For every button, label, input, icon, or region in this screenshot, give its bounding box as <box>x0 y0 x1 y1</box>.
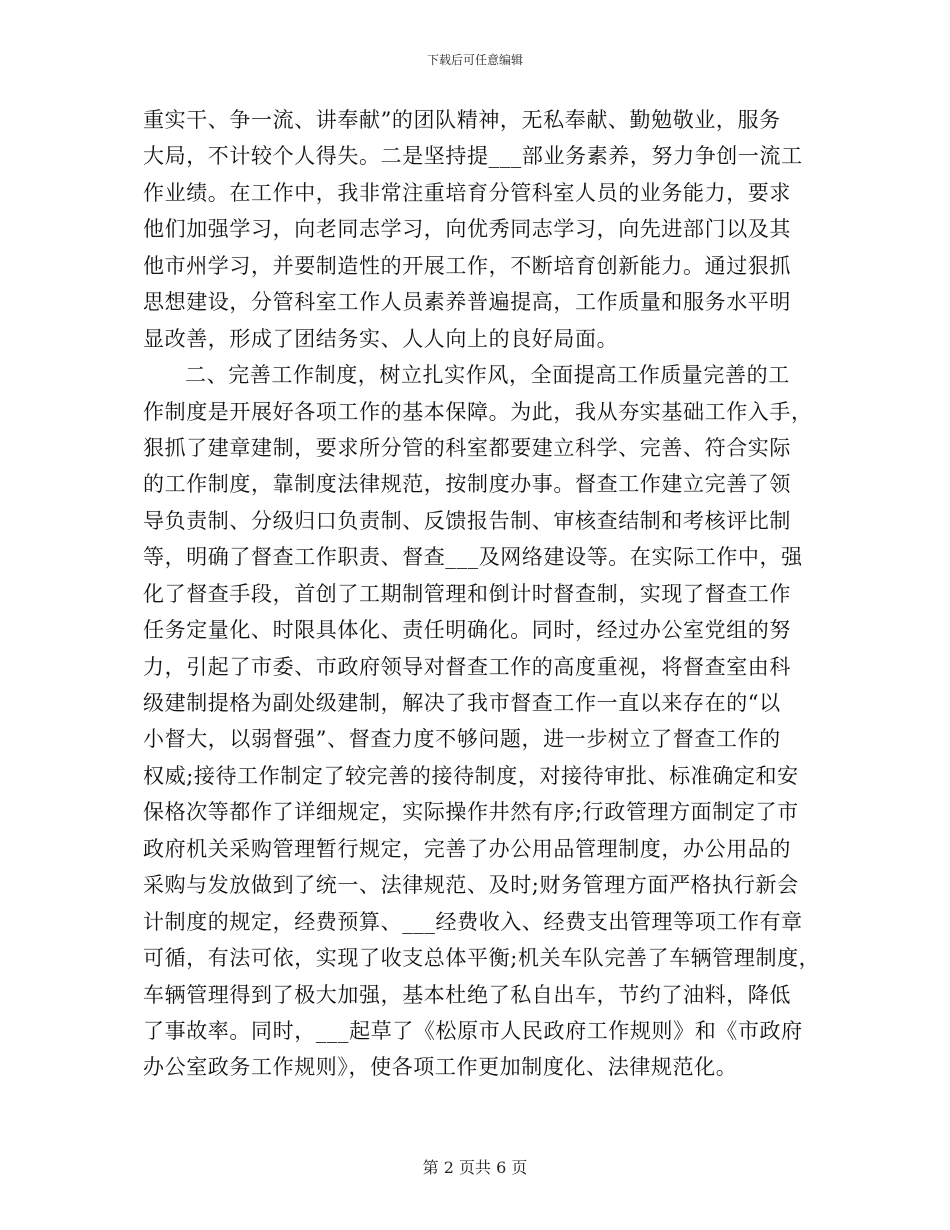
body-line: 保格次等都作了详细规定，实际操作井然有序;行政管理方面制定了市 <box>143 800 799 825</box>
body-line: 可循，有法可依，实现了收支总体平衡;机关车队完善了车辆管理制度， <box>143 946 821 971</box>
body-line: 大局，不计较个人得失。二是坚持提___部业务素养，努力争创一流工 <box>143 144 803 169</box>
body-line: 他们加强学习，向老同志学习，向优秀同志学习，向先进部门以及其 <box>143 217 791 242</box>
body-line: 思想建设，分管科室工作人员素养普遍提高，工作质量和服务水平明 <box>143 290 791 315</box>
body-line: 了事故率。同时，___起草了《松原市人民政府工作规则》和《市政府 <box>143 1018 803 1043</box>
body-line: 办公室政务工作规则》，使各项工作更加制度化、法律规范化。 <box>143 1055 738 1080</box>
page-header: 下载后可任意编辑 <box>426 53 523 67</box>
body-line: 计制度的规定，经费预算、___经费收入、经费支出管理等项工作有章 <box>143 909 803 934</box>
page-footer: 第 2 页共 6 页 <box>422 1158 528 1177</box>
body-line: 显改善，形成了团结务实、人人向上的良好局面。 <box>143 326 619 351</box>
body-line: 任务定量化、时限具体化、责任明确化。同时，经过办公室党组的努 <box>143 618 791 643</box>
body-line: 重实干、争一流、讲奉献”的团队精神，无私奉献、勤勉敬业，服务 <box>143 108 781 132</box>
body-line: 导负责制、分级归口负责制、反馈报告制、审核查结制和考核评比制 <box>143 508 791 533</box>
body-line: 级建制提格为副处级建制，解决了我市督查工作一直以来存在的“以 <box>143 691 781 715</box>
body-line: 力，引起了市委、市政府领导对督查工作的高度重视，将督查室由科 <box>143 654 791 679</box>
body-line: 权威;接待工作制定了较完善的接待制度，对接待审批、标准确定和安 <box>143 763 799 788</box>
body-line: 作业绩。在工作中，我非常注重培育分管科室人员的业务能力，要求 <box>143 180 791 205</box>
body-line: 的工作制度，靠制度法律规范，按制度办事。督查工作建立完善了领 <box>143 472 791 497</box>
body-line: 化了督查手段，首创了工期制管理和倒计时督查制，实现了督查工作 <box>143 581 791 606</box>
body-line: 狠抓了建章建制，要求所分管的科室都要建立科学、完善、符合实际 <box>143 435 791 460</box>
body-line: 作制度是开展好各项工作的基本保障。为此，我从夯实基础工作入手， <box>143 399 813 424</box>
paragraph-start-line: 二、完善工作制度，树立扎实作风，全面提高工作质量完善的工 <box>185 363 790 388</box>
body-line: 车辆管理得到了极大加强，基本杜绝了私自出车，节约了油料，降低 <box>143 982 791 1007</box>
body-line: 政府机关采购管理暂行规定，完善了办公用品管理制度，办公用品的 <box>143 836 791 861</box>
body-line: 等，明确了督查工作职责、督查___及网络建设等。在实际工作中，强 <box>143 545 803 570</box>
document-body <box>143 102 821 1086</box>
body-line: 采购与发放做到了统一、法律规范、及时;财务管理方面严格执行新会 <box>143 873 799 898</box>
body-line: 他市州学习，并要制造性的开展工作，不断培育创新能力。通过狠抓 <box>143 253 791 278</box>
body-line: 小督大，以弱督强”、督查力度不够问题，进一步树立了督查工作的 <box>143 727 781 752</box>
